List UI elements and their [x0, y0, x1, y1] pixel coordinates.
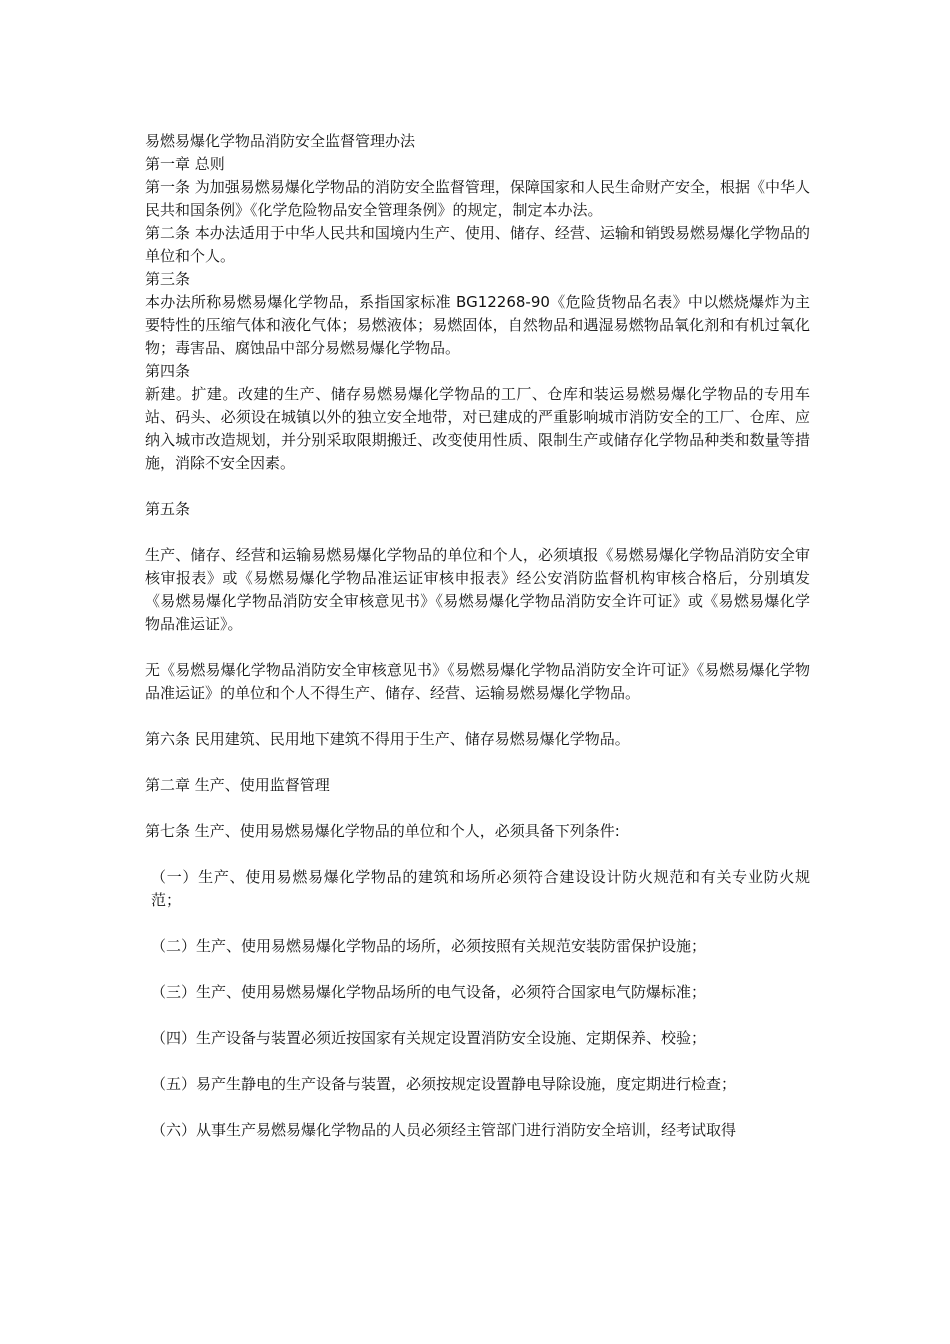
list-item: （六）从事生产易燃易爆化学物品的人员必须经主管部门进行消防安全培训，经考试取得: [151, 1121, 737, 1139]
article-4-body: 新建。扩建。改建的生产、储存易燃易爆化学物品的工厂、仓库和装运易燃易爆化学物品的专用车站、码头、必须设在城镇以外的独立安全地带，对已建成的严重影响城市消防安全的工厂、仓库、应纳入城市改造规划，并分别采取限期搬迁、改变使用性质、限制生产或储存化学物品种类和数量等措施，消除不安全因素。: [145, 385, 810, 472]
list-item: （一）生产、使用易燃易爆化学物品的建筑和场所必须符合建设设计防火规范和有关专业防火规范；: [151, 868, 810, 909]
list-item: （五）易产生静电的生产设备与装置，必须按规定设置静电导除设施，度定期进行检查；: [151, 1075, 737, 1093]
article-5-paragraph-2: 无《易燃易爆化学物品消防安全审核意见书》《易燃易爆化学物品消防安全许可证》《易燃易爆化学物品准运证》的单位和个人不得生产、储存、经营、运输易燃易爆化学物品。: [145, 661, 810, 702]
article-5-paragraph-1: 生产、储存、经营和运输易燃易爆化学物品的单位和个人，必须填报《易燃易爆化学物品消防安全审核审报表》或《易燃易爆化学物品准运证审核申报表》经公安消防监督机构审核合格后，分别填发《易燃易爆化学物品消防安全审核意见书》《易燃易爆化学物品消防安全许可证》或《易燃易爆化学物品准运证》。: [145, 546, 810, 633]
article-1: 第一条 为加强易燃易爆化学物品的消防安全监督管理，保障国家和人民生命财产安全，根据《中华人民共和国条例》《化学危险物品安全管理条例》的规定，制定本办法。: [145, 178, 810, 219]
article-4-heading: 第四条: [145, 362, 191, 380]
list-item: （四）生产设备与装置必须近按国家有关规定设置消防安全设施、定期保养、校验；: [151, 1029, 707, 1047]
article-3-heading: 第三条: [145, 270, 191, 288]
list-item: （三）生产、使用易燃易爆化学物品场所的电气设备，必须符合国家电气防爆标准；: [151, 983, 707, 1001]
article-5-heading: 第五条: [145, 500, 191, 518]
article-2: 第二条 本办法适用于中华人民共和国境内生产、使用、储存、经营、运输和销毁易燃易爆化学物品的单位和个人。: [145, 224, 810, 265]
chapter-2-heading: 第二章 生产、使用监督管理: [145, 776, 330, 794]
document-title: 易燃易爆化学物品消防安全监督管理办法: [145, 132, 416, 150]
article-7: 第七条 生产、使用易燃易爆化学物品的单位和个人，必须具备下列条件:: [145, 822, 620, 840]
list-item: （二）生产、使用易燃易爆化学物品的场所，必须按照有关规范安装防雷保护设施；: [151, 937, 707, 955]
chapter-1-heading: 第一章 总则: [145, 155, 225, 173]
article-6: 第六条 民用建筑、民用地下建筑不得用于生产、储存易燃易爆化学物品。: [145, 730, 630, 748]
document-page: [145, 130, 810, 1142]
article-3-body: 本办法所称易燃易爆化学物品，系指国家标准 BG12268-90《危险货物品名表》中以燃烧爆炸为主要特性的压缩气体和液化气体；易燃液体；易燃固体，自然物品和遇湿易燃物品氧化剂和有机过氧化物；毒害品、腐蚀品中部分易燃易爆化学物品。: [145, 293, 810, 357]
